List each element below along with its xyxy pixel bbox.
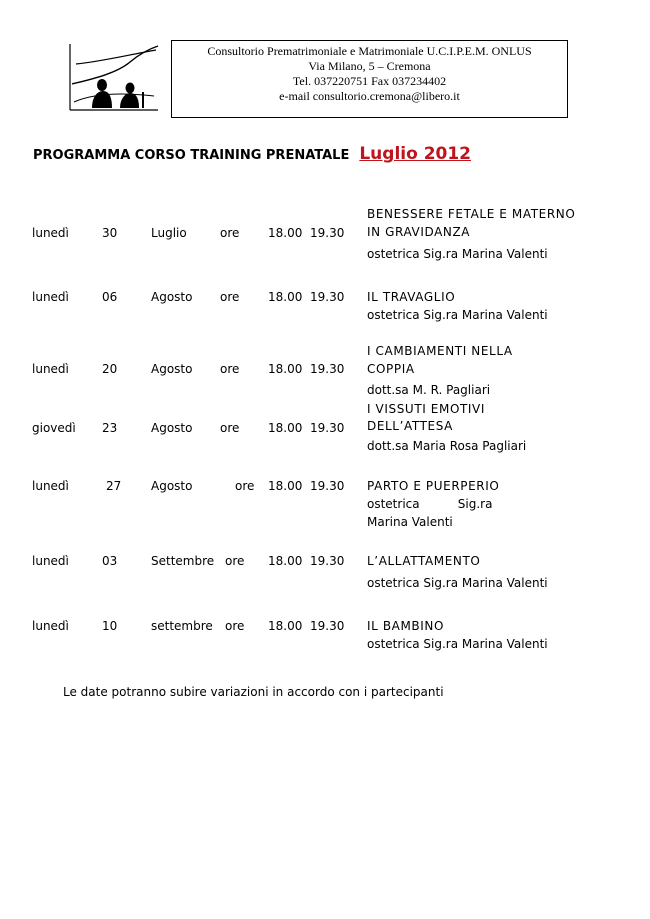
session-month: settembre <box>151 619 213 633</box>
session-date: 20 <box>102 362 118 376</box>
session-end: 19.30 <box>310 362 345 376</box>
session-date: 23 <box>102 421 118 435</box>
session-date: 10 <box>102 619 118 633</box>
session-teacher: dott.sa M. R. Pagliari <box>367 383 491 397</box>
session-month: Agosto <box>151 421 193 435</box>
session-day: lunedì <box>32 290 69 304</box>
session-day: giovedì <box>32 421 76 435</box>
session-date: 03 <box>102 554 118 568</box>
session-subject: L’ALLATTAMENTO <box>367 554 481 568</box>
session-day: lunedì <box>32 362 69 376</box>
title-month: Luglio 2012 <box>359 144 472 164</box>
session-ore: ore <box>220 290 240 304</box>
session-ore: ore <box>220 421 240 435</box>
session-subject: IL TRAVAGLIO <box>367 290 456 304</box>
session-start: 18.00 <box>268 554 303 568</box>
session-teacher: ostetrica Sig.ra Marina Valenti <box>367 576 548 590</box>
session-teacher: ostetrica Sig.ra Marina Valenti <box>367 247 548 261</box>
logo <box>68 44 162 118</box>
session-teacher: ostetrica Sig.ra <box>367 497 493 511</box>
session-ore: ore <box>225 619 245 633</box>
session-subject: DELL’ATTESA <box>367 419 453 433</box>
session-ore: ore <box>220 362 240 376</box>
session-teacher: Marina Valenti <box>367 515 453 529</box>
session-subject: IL BAMBINO <box>367 619 445 633</box>
session-month: Settembre <box>151 554 215 568</box>
session-end: 19.30 <box>310 619 345 633</box>
session-end: 19.30 <box>310 226 345 240</box>
session-month: Agosto <box>151 290 193 304</box>
session-end: 19.30 <box>310 554 345 568</box>
session-subject: I VISSUTI EMOTIVI <box>367 402 486 416</box>
session-subject: PARTO E PUERPERIO <box>367 479 500 493</box>
session-month: Agosto <box>151 479 193 493</box>
session-ore: ore <box>225 554 245 568</box>
session-date: 30 <box>102 226 118 240</box>
logo-illustration <box>68 44 162 118</box>
organization-name: Consultorio Prematrimoniale e Matrimoniale U.C.I.P.E.M. ONLUS <box>207 44 532 58</box>
session-date: 06 <box>102 290 118 304</box>
title-text: PROGRAMMA CORSO TRAINING PRENATALE <box>33 148 350 163</box>
session-start: 18.00 <box>268 619 303 633</box>
header-box <box>171 40 568 118</box>
session-teacher: dott.sa Maria Rosa Pagliari <box>367 439 527 453</box>
session-month: Luglio <box>151 226 187 240</box>
session-ore: ore <box>235 479 255 493</box>
session-date: 27 <box>106 479 122 493</box>
session-end: 19.30 <box>310 421 345 435</box>
session-end: 19.30 <box>310 479 345 493</box>
session-subject: IN GRAVIDANZA <box>367 225 471 239</box>
session-month: Agosto <box>151 362 193 376</box>
session-start: 18.00 <box>268 362 303 376</box>
session-ore: ore <box>220 226 240 240</box>
session-subject: COPPIA <box>367 362 415 376</box>
session-day: lunedì <box>32 554 69 568</box>
session-day: lunedì <box>32 479 69 493</box>
email: e-mail consultorio.cremona@libero.it <box>279 89 460 103</box>
session-day: lunedì <box>32 226 69 240</box>
session-subject: BENESSERE FETALE E MATERNO <box>367 207 576 221</box>
footnote: Le date potranno subire variazioni in accordo con i partecipanti <box>63 685 444 699</box>
session-teacher: ostetrica Sig.ra Marina Valenti <box>367 308 548 322</box>
session-teacher: ostetrica Sig.ra Marina Valenti <box>367 637 548 651</box>
session-start: 18.00 <box>268 421 303 435</box>
session-day: lunedì <box>32 619 69 633</box>
phone-fax: Tel. 037220751 Fax 037234402 <box>292 74 447 88</box>
page-title <box>33 144 471 164</box>
session-start: 18.00 <box>268 290 303 304</box>
session-end: 19.30 <box>310 290 345 304</box>
session-start: 18.00 <box>268 226 303 240</box>
address: Via Milano, 5 – Cremona <box>308 59 431 73</box>
session-subject: I CAMBIAMENTI NELLA <box>367 344 513 358</box>
session-start: 18.00 <box>268 479 303 493</box>
